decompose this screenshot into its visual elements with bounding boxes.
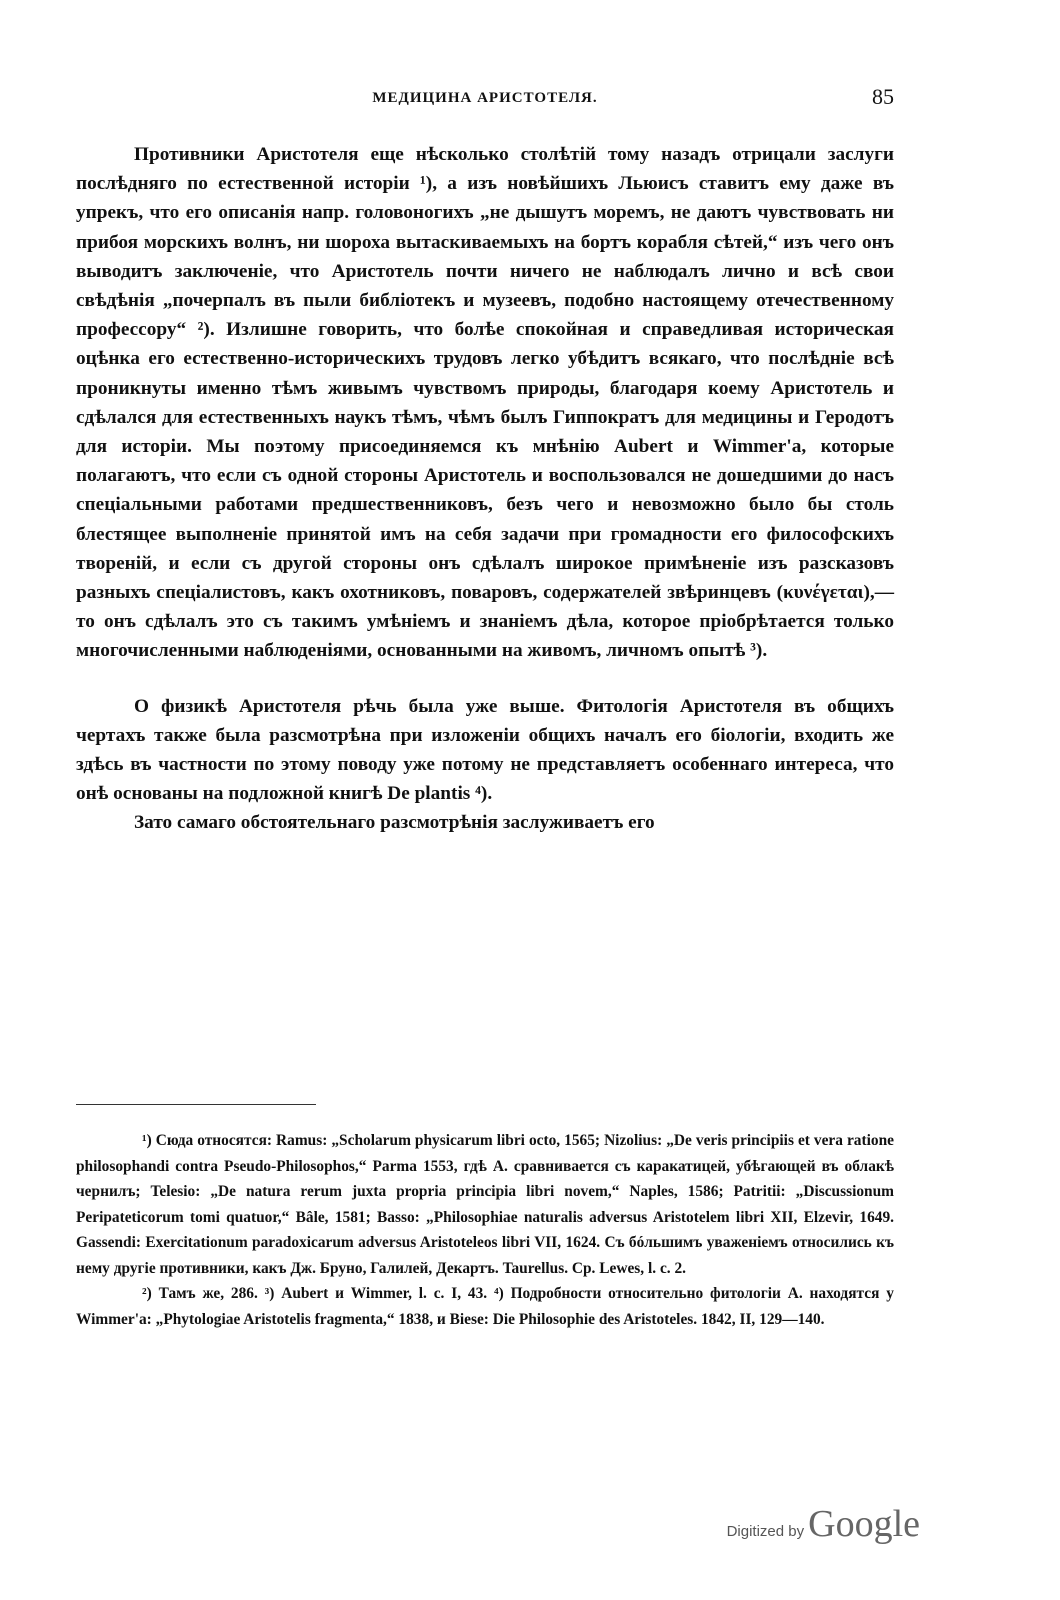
paragraph: Зато самаго обстоятельнаго разсмотрѣнія заслуживаетъ его xyxy=(134,812,655,834)
page-number: 85 xyxy=(872,84,894,109)
digitization-watermark xyxy=(726,1502,920,1545)
running-head: МЕДИЦИНА АРИСТОТЕЛЯ. xyxy=(372,90,598,106)
footnote: ²) Тамъ же, 286. ³) Aubert и Wimmer, l. c. I, 43. ⁴) Подробности относительно фитологіи А. находятся у Wimmer'а: „Phytologiae Aristotelis fragmenta,“ 1838, и Biese: Die Philosophie des Aristoteles. 1842, II, 129—140. xyxy=(76,1285,894,1328)
footnote: ¹) Сюда относятся: Ramus: „Scholarum physicarum libri octo, 1565; Nizolius: „De veris principiis et vera ratione philosophandi contra Pseudo-Philosophos,“ Parma 1553, гдѣ А. сравнивается съ каракатицей, убѣгающей въ облакѣ чернилъ; Telesio: „De natura rerum juxta propria principia libri novem,“ Naples, 1586; Patritii: „Discussionum Peripateticorum tomi quatuor,“ Bâle, 1581; Basso: „Philosophiae naturalis adversus Aristotelem libri XII, Elzevir, 1649. Gassendi: Exercitationum paradoxicarum adversus Aristoteleos libri VII, 1624. Съ бóльшимъ уваженіемъ относились къ нему другіе противники, какъ Дж. Бруно, Галилей, Декартъ. Taurellus. Ср. Lewes, l. c. 2. xyxy=(76,1132,894,1277)
footnote-divider xyxy=(76,1104,316,1105)
page-header xyxy=(76,84,894,114)
footnotes xyxy=(76,1128,894,1332)
paragraph: Противники Аристотеля еще нѣсколько столѣтій тому назадъ отрицали заслуги послѣдняго по естественной исторіи ¹), а изъ новѣйшихъ Льюисъ ставитъ ему даже въ упрекъ, что его описанія напр. головоногихъ „не дышутъ моремъ, не даютъ чувствовать ни прибоя морскихъ волнъ, ни шороха вытаскиваемыхъ на бортъ корабля сѣтей,“ изъ чего онъ выводитъ заключеніе, что Аристотель почти ничего не наблюдалъ лично и всѣ свои свѣдѣнія „почерпалъ въ пыли библіотекъ и музеевъ, подобно настоящему отечественному профессору“ ²). Излишне говорить, что болѣе спокойная и справедливая историческая оцѣнка его естественно-историческихъ трудовъ легко убѣдитъ всякаго, что послѣдніе всѣ проникнуты именно тѣмъ живымъ чувствомъ природы, благодаря коему Аристотель и сдѣлался для естественныхъ наукъ тѣмъ, чѣмъ былъ Гиппократъ для медицины и Геродотъ для исторіи. Мы поэтому присоединяемся къ мнѣнію Aubert и Wimmer'а, которые полагаютъ, что если съ одной стороны Аристотель и воспользовался не дошедшими до насъ спеціальными работами предшественниковъ, безъ чего и невозможно было бы столь блестящее выполненіе принятой имъ на себя задачи при громадности его философскихъ твореній, и если съ другой стороны онъ сдѣлалъ широкое примѣненіе изъ разсказовъ разныхъ спеціалистовъ, какъ охотниковъ, поваровъ, содержателей звѣринцевъ (κυνέγεται),—то онъ сдѣлалъ это съ такимъ умѣніемъ и знаніемъ дѣла, которое пріобрѣтается только многочисленными наблюденіями, основанными на живомъ, личномъ опытѣ ³). xyxy=(76,144,894,662)
google-logo: Google xyxy=(808,1503,920,1545)
main-text xyxy=(76,140,894,838)
paragraph: О физикѣ Аристотеля рѣчь была уже выше. Фитологія Аристотеля въ общихъ чертахъ также была разсмотрѣна при изложеніи общихъ началъ его біологіи, входить же здѣсь въ частности по этому поводу уже потому не представляетъ особеннаго интереса, что онѣ основаны на подложной книгѣ De plantis ⁴). xyxy=(76,695,894,805)
digitized-by-label: Digitized by xyxy=(726,1523,805,1540)
